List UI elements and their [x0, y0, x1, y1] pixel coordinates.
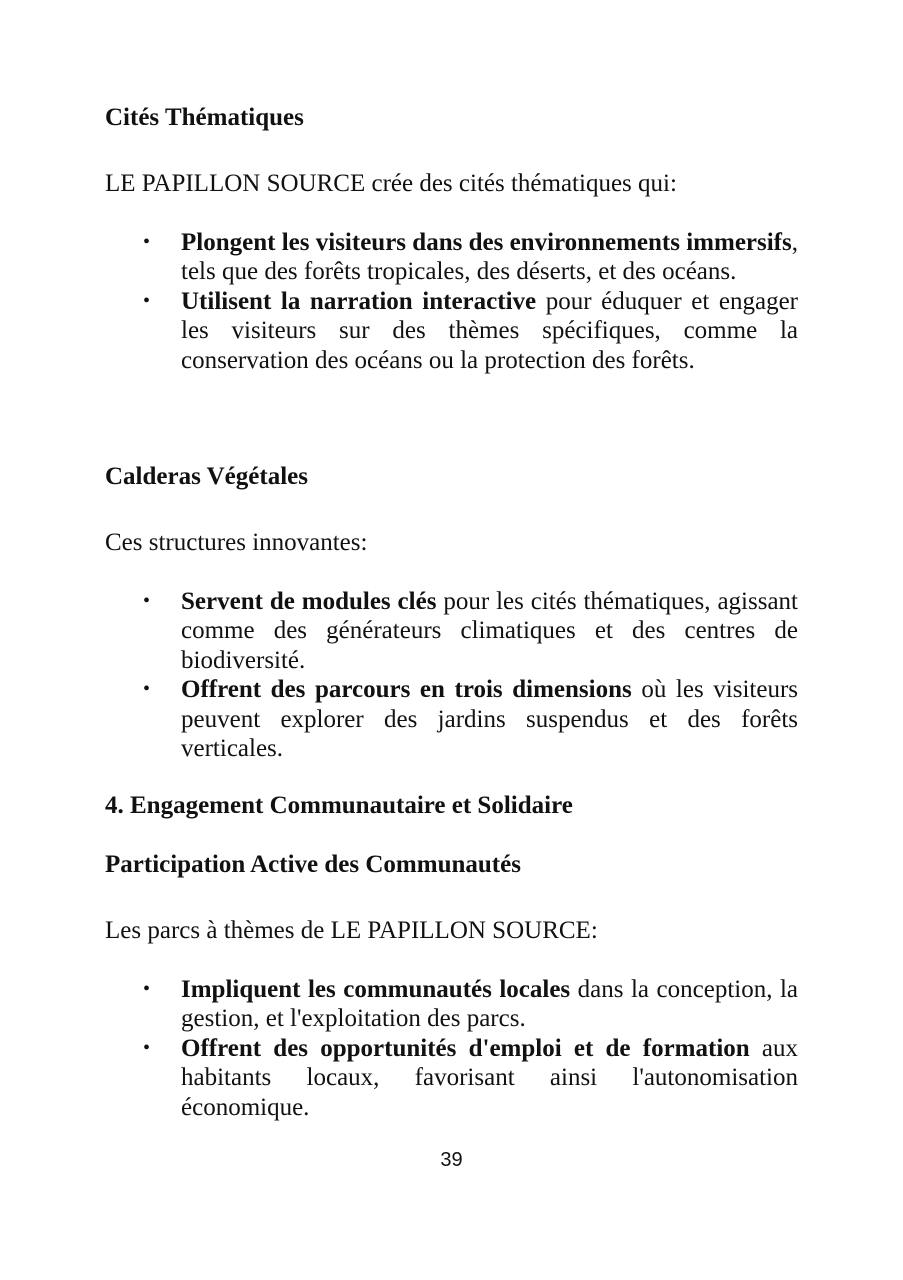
list-item-emphasis: Offrent des parcours en trois dimensions [181, 676, 632, 704]
list-item-emphasis: Plongent les visiteurs dans des environnements immersifs [181, 229, 792, 256]
list-item [105, 228, 798, 287]
list-item-text: dans la conception, la gestion, et l'exploitation des parcs. [181, 976, 798, 1033]
list-item-text: , tels que des forêts tropicales, des déserts, et des océans. [181, 229, 798, 286]
list-item [105, 1034, 798, 1122]
bullet-icon: • [143, 978, 151, 1000]
list-item [105, 675, 798, 763]
list-item-emphasis: Utilisent la narration interactive [181, 287, 537, 315]
list-item-text: pour éduquer et engager les visiteurs sur des thèmes spécifiques, comme la conservation des océans ou la protection des forêts. [181, 287, 798, 374]
section-intro-cites-thematiques: LE PAPILLON SOURCE crée des cités thématiques qui: [105, 170, 677, 197]
section-intro-calderas-vegetales: Ces structures innovantes: [105, 529, 368, 556]
section-intro-participation: Les parcs à thèmes de LE PAPILLON SOURCE: [105, 917, 598, 944]
bullet-list-calderas-vegetales [105, 587, 798, 763]
list-item-emphasis: Offrent des opportunités d'emploi et de formation [181, 1034, 750, 1062]
list-item-text: pour les cités thématiques, agissant comme des générateurs climatiques et des centres de biodiversité. [181, 588, 798, 674]
bullet-icon: • [143, 231, 151, 253]
section-heading-engagement: 4. Engagement Communautaire et Solidaire [105, 792, 573, 819]
bullet-icon: • [143, 1036, 151, 1059]
bullet-icon: • [143, 289, 151, 312]
list-item-text: où les visiteurs peuvent explorer des jardins suspendus et des forêts verticales. [181, 676, 799, 763]
section-subheading-participation: Participation Active des Communautés [105, 851, 521, 878]
list-item-emphasis: Impliquent les communautés locales [181, 976, 571, 1003]
list-item-text: aux habitants locaux, favorisant ainsi l'autonomisation économique. [181, 1034, 798, 1121]
section-heading-calderas-vegetales: Calderas Végétales [105, 463, 308, 490]
list-item-emphasis: Servent de modules clés [181, 588, 437, 615]
list-item [105, 287, 798, 375]
list-item [105, 975, 798, 1034]
bullet-list-participation [105, 975, 798, 1122]
section-heading-cites-thematiques: Cités Thématiques [105, 104, 304, 131]
page-number: 39 [440, 1149, 463, 1171]
bullet-icon: • [143, 590, 151, 612]
list-item [105, 587, 798, 675]
bullet-icon: • [143, 678, 151, 701]
bullet-list-cites-thematiques [105, 228, 798, 375]
